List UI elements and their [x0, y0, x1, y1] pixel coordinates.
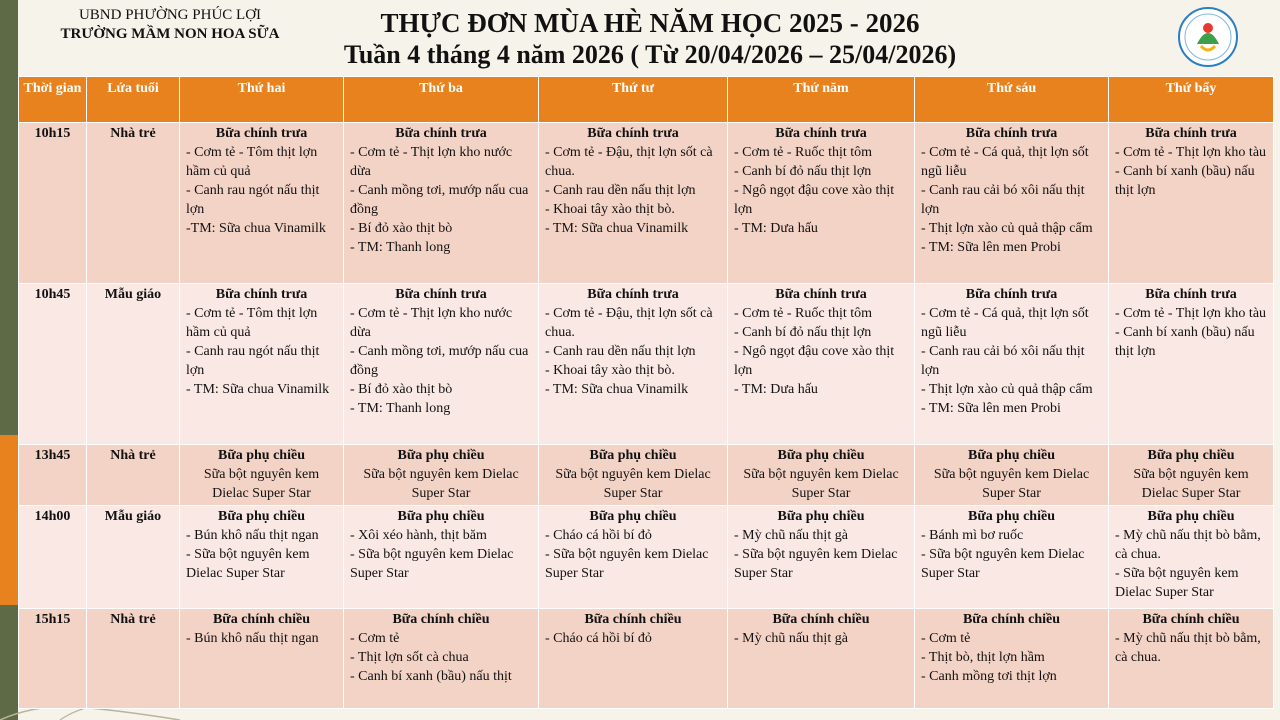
meal-title: Bữa phụ chiều — [777, 509, 865, 524]
dish-line: Sữa bột nguyên kem Dielac Super Star — [933, 467, 1090, 501]
dish-line: - Bún khô nấu thịt ngan — [186, 631, 319, 646]
column-header: Lứa tuổi — [87, 77, 180, 123]
dish-line: - Sữa bột nguyên kem Dielac Super Star — [1115, 566, 1239, 600]
meal-cell — [344, 445, 539, 506]
dish-line: - Cơm tẻ - Đậu, thịt lợn sốt cà chua. — [545, 306, 713, 340]
dish-line: - Cháo cá hồi bí đỏ — [545, 528, 652, 543]
meal-cell — [539, 506, 728, 609]
dish-line: - Canh mồng tơi, mướp nấu cua đồng — [350, 183, 529, 217]
dish-line: - Thịt bò, thịt lợn hầm — [921, 650, 1045, 665]
dish-line: - TM: Dưa hấu — [734, 221, 818, 236]
dish-line: - Thịt lợn sốt cà chua — [350, 650, 469, 665]
dish-line: - Thịt lợn xào củ quả thập cẩm — [921, 382, 1093, 397]
dish-line: - Thịt lợn xào củ quả thập cẩm — [921, 221, 1093, 236]
dish-line: - Ngô ngọt đậu cove xào thịt lợn — [734, 344, 895, 378]
dish-line: -TM: Sữa chua Vinamilk — [186, 221, 326, 236]
meal-title: Bữa phụ chiều — [218, 448, 305, 463]
time-cell: 13h45 — [19, 445, 87, 506]
dish-line: - Canh mồng tơi thịt lợn — [921, 669, 1057, 684]
meal-title: Bữa chính chiều — [962, 612, 1061, 627]
meal-title: Bữa phụ chiều — [1147, 448, 1235, 463]
dish-line: - Canh rau ngót nấu thịt lợn — [186, 183, 320, 217]
meal-title: Bữa chính trưa — [775, 287, 867, 302]
dish-line: Sữa bột nguyên kem Dielac Super Star — [363, 467, 519, 501]
school-logo-icon — [1177, 6, 1239, 68]
table-header-row — [19, 77, 1274, 123]
left-accent-bar — [0, 0, 18, 720]
dish-line: - TM: Sữa chua Vinamilk — [545, 221, 689, 236]
meal-cell — [1109, 284, 1274, 445]
dish-line: - Cơm tẻ - Thịt lợn kho tàu — [1115, 306, 1267, 321]
column-header: Thứ năm — [728, 77, 915, 123]
meal-title: Bữa phụ chiều — [397, 448, 485, 463]
table-row — [19, 506, 1274, 609]
meal-title: Bữa chính trưa — [965, 287, 1058, 302]
meal-cell — [344, 123, 539, 284]
time-cell: 10h45 — [19, 284, 87, 445]
meal-title: Bữa chính trưa — [395, 287, 487, 302]
dish-line: - Mỳ chũ nấu thịt gà — [734, 631, 848, 646]
dish-line: - Canh mồng tơi, mướp nấu cua đồng — [350, 344, 529, 378]
meal-title: Bữa phụ chiều — [218, 509, 305, 524]
dish-line: - TM: Sữa lên men Probi — [921, 401, 1061, 416]
dish-line: - Canh rau dền nấu thịt lợn — [545, 183, 696, 198]
meal-cell — [1109, 609, 1274, 709]
column-header: Thứ ba — [344, 77, 539, 123]
meal-title: Bữa chính chiều — [584, 612, 682, 627]
dish-line: - Canh bí xanh (bầu) nấu thịt — [350, 669, 512, 684]
meal-cell — [344, 609, 539, 709]
meal-title: Bữa chính chiều — [212, 612, 311, 627]
age-cell: Nhà trẻ — [87, 123, 180, 284]
meal-cell — [728, 445, 915, 506]
dish-line: - TM: Dưa hấu — [734, 382, 818, 397]
meal-cell — [915, 123, 1109, 284]
meal-cell — [180, 445, 344, 506]
dish-line: - Bí đỏ xào thịt bò — [350, 221, 453, 236]
dish-line: - Canh rau cải bó xôi nấu thịt lợn — [921, 183, 1085, 217]
school-name: TRƯỜNG MẦM NON HOA SỮA — [60, 26, 280, 42]
dish-line: - Mỳ chũ nấu thịt bò bằm, cà chua. — [1115, 528, 1261, 562]
dish-line: - Cơm tẻ — [350, 631, 400, 646]
ward-name: UBND PHƯỜNG PHÚC LỢI — [78, 7, 262, 23]
dish-line: - Canh bí xanh (bầu) nấu thịt lợn — [1115, 164, 1255, 198]
meal-title: Bữa phụ chiều — [1147, 509, 1235, 524]
table-row — [19, 609, 1274, 709]
meal-cell — [180, 609, 344, 709]
meal-cell — [915, 284, 1109, 445]
meal-title: Bữa chính chiều — [392, 612, 490, 627]
meal-title: Bữa chính trưa — [1145, 126, 1237, 141]
meal-title: Bữa phụ chiều — [589, 448, 677, 463]
dish-line: - Xôi xéo hành, thịt băm — [350, 528, 487, 543]
dish-line: - Mỳ chũ nấu thịt bò bằm, cà chua. — [1115, 631, 1261, 665]
dish-line: - Sữa bột nguyên kem Dielac Super Star — [734, 547, 898, 581]
dish-line: Sữa bột nguyên kem Dielac Super Star — [203, 467, 320, 501]
meal-title: Bữa chính trưa — [395, 126, 487, 141]
dish-line: - Sữa bột nguyên kem Dielac Super Star — [350, 547, 514, 581]
dish-line: - Sữa bột nguyên kem Dielac Super Star — [921, 547, 1085, 581]
meal-title: Bữa chính trưa — [215, 287, 308, 302]
dish-line: - TM: Sữa chua Vinamilk — [186, 382, 330, 397]
age-cell: Nhà trẻ — [87, 609, 180, 709]
meal-cell — [539, 445, 728, 506]
dish-line: - Canh bí xanh (bầu) nấu thịt lợn — [1115, 325, 1255, 359]
column-header: Thứ tư — [539, 77, 728, 123]
meal-cell — [915, 445, 1109, 506]
week-subtitle: Tuần 4 tháng 4 năm 2026 ( Từ 20/04/2026 – 25/04/2026) — [343, 40, 957, 69]
dish-line: - Khoai tây xào thịt bò. — [545, 202, 675, 217]
meal-cell — [1109, 123, 1274, 284]
meal-cell — [539, 609, 728, 709]
left-accent-bar-orange — [0, 435, 18, 605]
dish-line: - TM: Thanh long — [350, 401, 451, 416]
meal-cell — [180, 123, 344, 284]
dish-line: - TM: Sữa chua Vinamilk — [545, 382, 689, 397]
meal-title: Bữa phụ chiều — [968, 509, 1055, 524]
menu-title: THỰC ĐƠN MÙA HÈ NĂM HỌC 2025 - 2026 — [380, 8, 920, 38]
dish-line: Sữa bột nguyên kem Dielac Super Star — [1133, 467, 1249, 501]
column-header: Thời gian — [19, 77, 87, 123]
dish-line: - TM: Thanh long — [350, 240, 451, 255]
dish-line: - Cơm tẻ - Tôm thịt lợn hầm củ quả — [186, 306, 318, 340]
dish-line: - Mỳ chũ nấu thịt gà — [734, 528, 848, 543]
dish-line: - Cơm tẻ — [921, 631, 971, 646]
dish-line: - Cơm tẻ - Đậu, thịt lợn sốt cà chua. — [545, 145, 713, 179]
dish-line: - Canh rau cải bó xôi nấu thịt lợn — [921, 344, 1085, 378]
dish-line: Sữa bột nguyên kem Dielac Super Star — [555, 467, 711, 501]
column-header: Thứ hai — [180, 77, 344, 123]
dish-line: - Cơm tẻ - Thịt lợn kho tàu — [1115, 145, 1267, 160]
table-row — [19, 123, 1274, 284]
dish-line: - Sữa bột nguyên kem Dielac Super Star — [545, 547, 709, 581]
dish-line: - Canh bí đỏ nấu thịt lợn — [734, 325, 872, 340]
meal-title: Bữa chính chiều — [772, 612, 870, 627]
dish-line: - Khoai tây xào thịt bò. — [545, 363, 675, 378]
meal-title: Bữa chính trưa — [215, 126, 308, 141]
table-row — [19, 445, 1274, 506]
meal-title: Bữa phụ chiều — [968, 448, 1055, 463]
meal-cell — [728, 123, 915, 284]
dish-line: - Sữa bột nguyên kem Dielac Super Star — [186, 547, 310, 581]
meal-title: Bữa chính chiều — [1142, 612, 1240, 627]
meal-title: Bữa chính trưa — [965, 126, 1058, 141]
column-header: Thứ bẩy — [1109, 77, 1274, 123]
age-cell: Mẫu giáo — [87, 506, 180, 609]
dish-line: - Cơm tẻ - Thịt lợn kho nước dừa — [350, 145, 513, 179]
meal-title: Bữa chính trưa — [1145, 287, 1237, 302]
dish-line: - Bánh mì bơ ruốc — [921, 528, 1024, 543]
dish-line: - Cơm tẻ - Cá quả, thịt lợn sốt ngũ liễu — [921, 306, 1089, 340]
meal-title: Bữa chính trưa — [587, 126, 679, 141]
menu-table — [18, 76, 1274, 709]
meal-cell — [728, 284, 915, 445]
time-cell: 15h15 — [19, 609, 87, 709]
age-cell: Mẫu giáo — [87, 284, 180, 445]
dish-line: - Canh bí đỏ nấu thịt lợn — [734, 164, 872, 179]
dish-line: - Cơm tẻ - Cá quả, thịt lợn sốt ngũ liễu — [921, 145, 1089, 179]
meal-cell — [1109, 445, 1274, 506]
meal-cell — [728, 506, 915, 609]
meal-cell — [344, 284, 539, 445]
dish-line: - Cơm tẻ - Tôm thịt lợn hầm củ quả — [186, 145, 318, 179]
meal-title: Bữa phụ chiều — [397, 509, 485, 524]
dish-line: - Cháo cá hồi bí đỏ — [545, 631, 652, 646]
meal-cell — [180, 506, 344, 609]
meal-title: Bữa chính trưa — [775, 126, 867, 141]
dish-line: - Cơm tẻ - Ruốc thịt tôm — [734, 145, 873, 160]
dish-line: - Bí đỏ xào thịt bò — [350, 382, 453, 397]
dish-line: - Cơm tẻ - Ruốc thịt tôm — [734, 306, 873, 321]
dish-line: - Canh rau ngót nấu thịt lợn — [186, 344, 320, 378]
time-cell: 14h00 — [19, 506, 87, 609]
meal-title: Bữa phụ chiều — [777, 448, 865, 463]
meal-cell — [915, 609, 1109, 709]
meal-cell — [728, 609, 915, 709]
dish-line: Sữa bột nguyên kem Dielac Super Star — [743, 467, 899, 501]
column-header: Thứ sáu — [915, 77, 1109, 123]
dish-line: - Cơm tẻ - Thịt lợn kho nước dừa — [350, 306, 513, 340]
time-cell: 10h15 — [19, 123, 87, 284]
meal-cell — [344, 506, 539, 609]
age-cell: Nhà trẻ — [87, 445, 180, 506]
table-row — [19, 284, 1274, 445]
page-title — [240, 6, 1060, 70]
meal-cell — [539, 123, 728, 284]
dish-line: - TM: Sữa lên men Probi — [921, 240, 1061, 255]
meal-title: Bữa phụ chiều — [589, 509, 677, 524]
meal-cell — [180, 284, 344, 445]
dish-line: - Canh rau dền nấu thịt lợn — [545, 344, 696, 359]
meal-cell — [915, 506, 1109, 609]
dish-line: - Ngô ngọt đậu cove xào thịt lợn — [734, 183, 895, 217]
dish-line: - Bún khô nấu thịt ngan — [186, 528, 319, 543]
meal-title: Bữa chính trưa — [587, 287, 679, 302]
meal-cell — [1109, 506, 1274, 609]
meal-cell — [539, 284, 728, 445]
